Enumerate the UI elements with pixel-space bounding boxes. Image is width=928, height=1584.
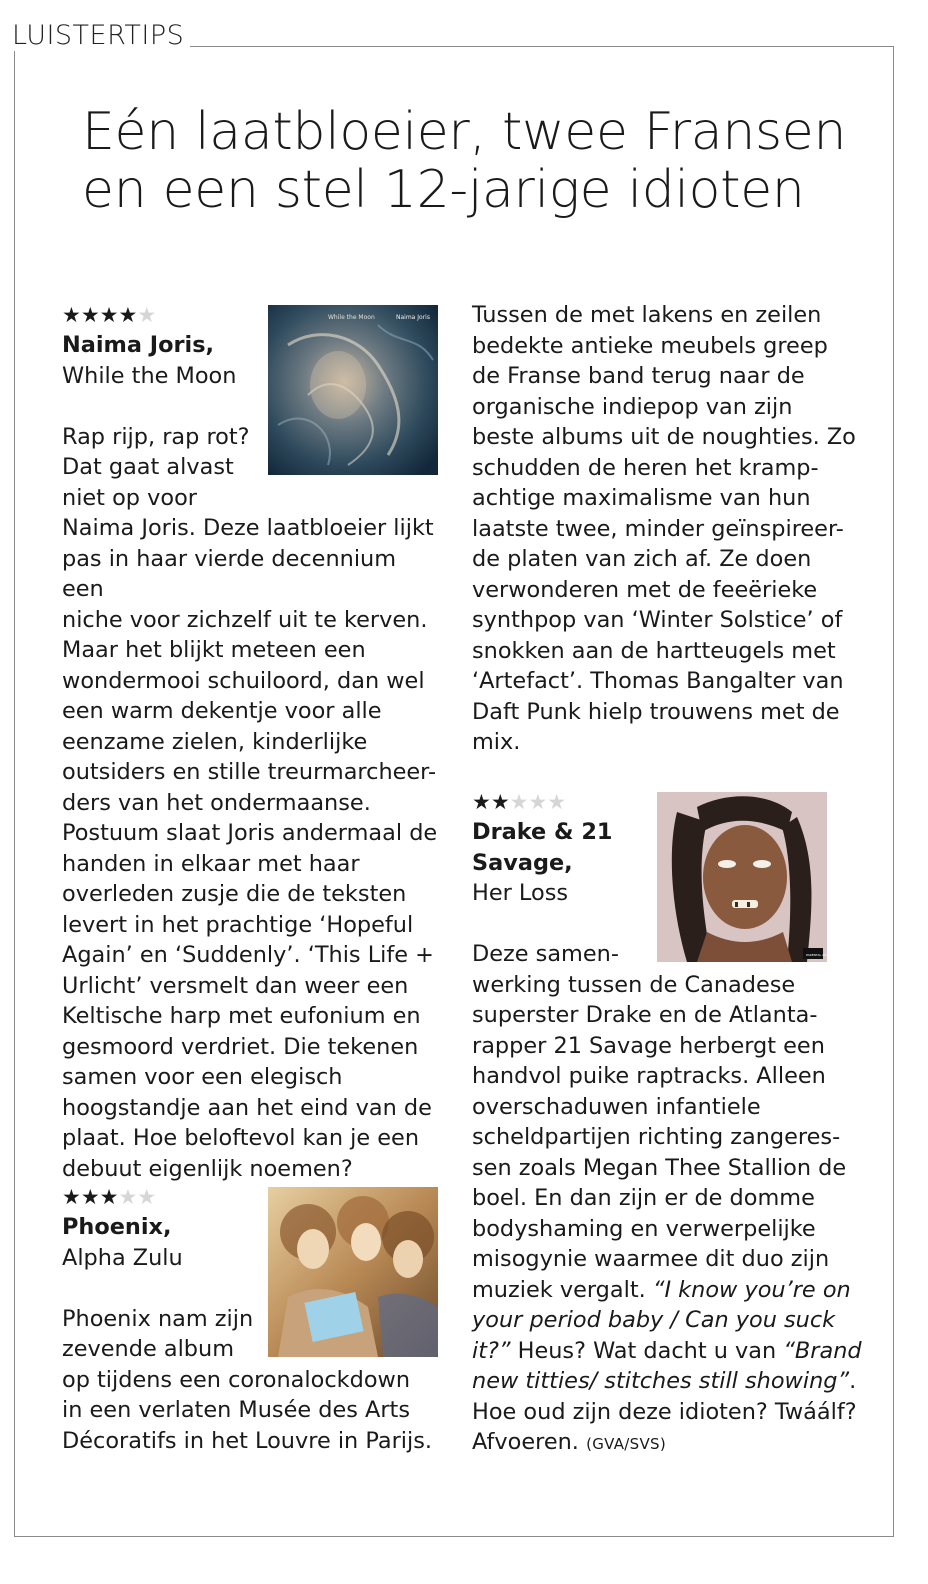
review-phoenix [62,1182,442,1456]
lyric-quote: “Brand [783,1337,862,1364]
review-body [472,939,872,1460]
star-filled-icon: ★★ [472,790,510,814]
body-line: Dat gaat alvast [62,454,234,480]
body-line [472,1336,872,1367]
body-line [472,1366,872,1397]
body-line: rapper 21 Savage herbergt een [472,1032,825,1059]
lyric-quote: your period baby / Can you suck [472,1307,836,1333]
body-line: Hoe oud zijn deze idioten? Twáálf? [472,1398,857,1425]
body-text: Heus? Wat dacht u van [510,1337,784,1364]
star-filled-icon: ★★★★ [62,303,138,327]
body-line: hoogstandje aan het eind van de [62,1094,432,1121]
body-text: muziek vergalt. [472,1276,646,1303]
lyric-quote: “I know you’re on [652,1276,851,1303]
body-line: Rap rijp, rap rot? [62,423,250,450]
body-line: de platen van zich af. Ze doen [472,546,812,572]
body-line: eenzame zielen, kinderlijke [62,728,368,755]
body-text: Afvoeren. [472,1429,579,1455]
review-body [62,422,442,1185]
author-credit: (GVA/SVS) [586,1435,667,1453]
body-line: gesmoord verdriet. Die tekenen [62,1033,419,1060]
body-line: ‘Artefact’. Thomas Bangalter van [472,668,844,694]
review-artist: Phoenix, [62,1214,172,1240]
star-filled-icon: ★★★ [62,1185,119,1209]
body-line [472,1305,872,1336]
headline-line-1: Eén laatbloeier, twee Fransen [82,102,847,162]
body-line: Maar het blijkt meteen een [62,637,366,663]
section-label: LUISTERTIPS [12,20,190,51]
review-artist: Naima Joris, [62,332,215,358]
rating-stars [472,787,872,817]
body-line: Deze samen- [472,941,619,967]
body-line [472,1427,872,1460]
body-line: outsiders en stille treurmarcheer- [62,759,437,785]
body-line: pas in haar vierde decennium een [62,545,397,602]
review-album: While the Moon [62,362,237,389]
body-line: Postuum slaat Joris andermaal de [62,820,438,846]
body-line: de Franse band terug naar de [472,363,805,389]
section-rule [186,46,894,47]
body-line: superster Drake en de Atlanta- [472,1002,818,1028]
body-line: werking tussen de Canadese [472,971,796,998]
body-line: organische indiepop van zijn [472,393,793,420]
star-empty-icon: ★★ [118,1185,157,1209]
body-line: snokken aan de hartteugels met [472,637,836,664]
body-line: achtige maximalisme van hun [472,485,811,511]
rating-stars [62,1182,442,1212]
body-line: overschaduwen infantiele [472,1093,761,1120]
body-line: Phoenix nam zijn [62,1305,254,1332]
body-line: een warm dekentje voor alle [62,698,382,724]
body-line: Tussen de met lakens en zeilen [472,302,822,328]
body-line: Again’ en ‘Suddenly’. ‘This Life + [62,942,434,968]
body-line: synthpop van ‘Winter Solstice’ of [472,607,843,633]
body-line: niet op voor [62,484,197,511]
headline-line-2: en een stel 12-jarige idioten [82,160,805,220]
body-line: laatste twee, minder geïnspireer- [472,515,844,542]
body-line: verwonderen met de feeërieke [472,576,818,603]
body-line: Urlicht’ versmelt dan weer een [62,972,409,999]
body-line: zevende album [62,1336,235,1362]
body-line: schudden de heren het kramp- [472,454,819,481]
cover-small-text: While the Moon [328,314,375,321]
body-line: levert in het prachtige ‘Hopeful [62,911,414,938]
review-album: Her Loss [472,880,569,906]
review-album: Alpha Zulu [62,1244,183,1271]
lyric-quote: it?” [472,1337,511,1364]
body-line: Keltische harp met eufonium en [62,1003,421,1029]
body-line: handen in elkaar met haar [62,850,360,877]
headline [82,103,862,219]
rating-stars [62,300,442,330]
body-line [472,1275,872,1306]
body-line: sen zoals Megan Thee Stallion de [472,1154,847,1181]
cover-artist-text: Naima Joris [396,314,430,321]
body-text: . [849,1368,857,1394]
body-line: ders van het ondermaanse. [62,789,371,816]
star-empty-icon: ★ [137,303,157,327]
body-line: in een verlaten Musée des Arts [62,1397,411,1423]
lyric-quote: new titties/ stitches still showing” [472,1368,850,1394]
review-artist: Drake & 21 [472,819,613,845]
body-line: plaat. Hoe beloftevol kan je een [62,1125,420,1151]
body-line: mix. [472,729,521,755]
body-line: Daft Punk hielp trouwens met de [472,698,840,725]
body-line: Décoratifs in het Louvre in Parijs. [62,1427,433,1454]
review-naima-joris [62,300,442,1184]
body-line: handvol puike raptracks. Alleen [472,1063,826,1089]
review-phoenix-continued [472,300,872,758]
parental-advisory-label: PARENTAL ADVISORY [806,953,838,957]
body-line: overleden zusje die de teksten [62,881,407,907]
body-line: op tijdens een coronalockdown [62,1366,411,1393]
body-line: misogynie waarmee dit duo zijn [472,1246,830,1272]
body-line: Naima Joris. Deze laatbloeier lijkt [62,515,434,541]
review-drake-21-savage [472,787,872,1460]
body-line: niche voor zichzelf uit te kerven. [62,606,428,633]
review-body [62,1304,442,1457]
body-line: bedekte antieke meubels greep [472,332,828,359]
body-line: samen voor een elegisch [62,1064,343,1090]
star-empty-icon: ★★★ [509,790,567,814]
review-artist-continued: Savage, [472,849,573,876]
body-line: scheldpartijen richting zangeres- [472,1124,841,1150]
body-line: bodyshaming en verwerpelijke [472,1215,816,1242]
body-line: boel. En dan zijn er de domme [472,1185,815,1211]
body-line: debuut eigenlijk noemen? [62,1155,353,1182]
body-line: beste albums uit de noughties. Zo [472,424,856,450]
body-line: wondermooi schuiloord, dan wel [62,667,425,694]
